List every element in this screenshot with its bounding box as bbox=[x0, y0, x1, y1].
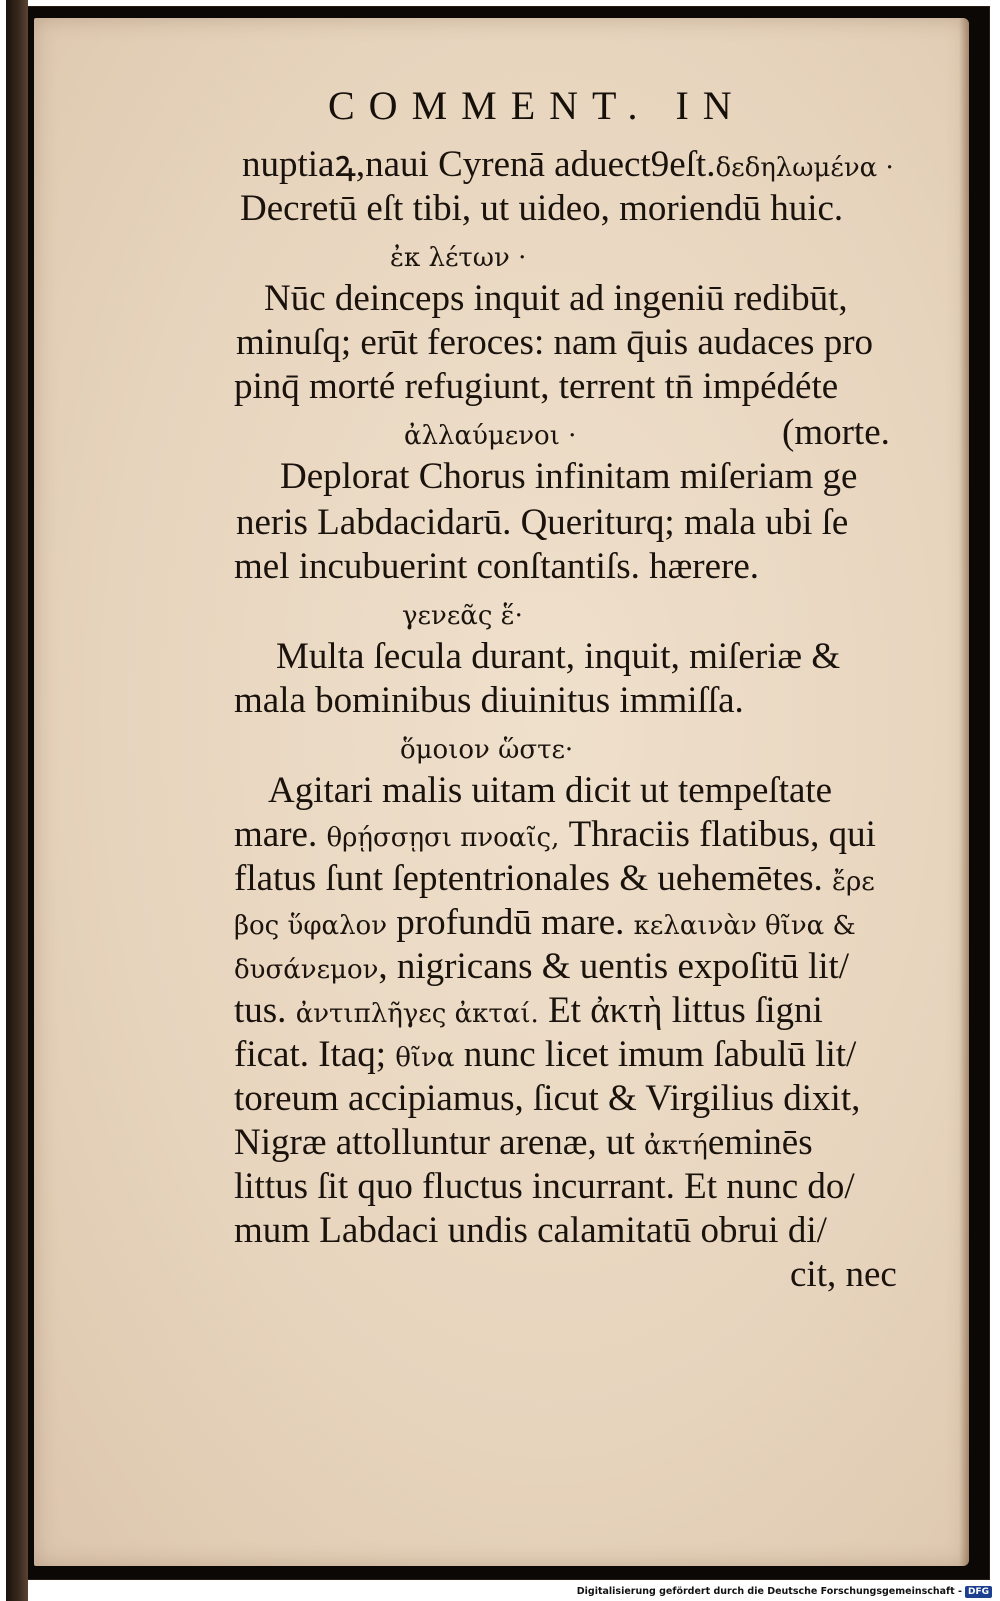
latin-text: pinq̄ morté refugiunt, terrent tn̄ impédéte bbox=[234, 366, 839, 407]
latin-text: Nigræ attolluntur arenæ, ut bbox=[234, 1122, 635, 1163]
text-line-20 bbox=[234, 990, 823, 1035]
text-line-9 bbox=[236, 502, 848, 544]
credit-text: Digitalisierung gefördert durch die Deutsche Forschungsgemeinschaft - bbox=[576, 1586, 962, 1597]
latin-text: tus. bbox=[234, 990, 287, 1031]
text-line-1 bbox=[242, 144, 894, 189]
text-line-12 bbox=[276, 636, 840, 678]
greek-text: δεδηλωμένα · bbox=[715, 153, 894, 183]
latin-text: Thraciis flatibus, qui bbox=[568, 814, 876, 855]
latin-text: neris Labdacidarū. Queriturq; mala ubi ſe bbox=[236, 502, 849, 543]
text-line-26 bbox=[790, 1254, 897, 1296]
text-line-17 bbox=[234, 858, 875, 903]
latin-text: (morte. bbox=[782, 412, 890, 453]
running-head: COMMENT. IN bbox=[328, 83, 746, 128]
latin-text: mel incubuerint conſtantiſs. hærere. bbox=[234, 546, 760, 587]
greek-text: ἀκτή bbox=[644, 1131, 708, 1161]
greek-text: δυσάνεμον bbox=[234, 955, 379, 985]
latin-text: littus ſit quo fluctus incurrant. Et nunc do/ bbox=[234, 1166, 855, 1207]
text-line-24 bbox=[234, 1166, 855, 1208]
latin-text: flatus ſunt ſeptentrionales & uehemētes. bbox=[234, 858, 823, 899]
text-line-7 bbox=[404, 412, 576, 457]
greek-text: θρῄσσῃσι πνοαῖς, bbox=[326, 823, 560, 853]
latin-text: Decretū eſt tibi, ut uideo, moriendū huic. bbox=[240, 188, 844, 229]
text-line-8 bbox=[280, 456, 857, 498]
latin-text: mare. bbox=[234, 814, 318, 855]
latin-text: Deplorat Chorus infinitam miſeriam ge bbox=[280, 456, 858, 497]
latin-text: profundū mare. bbox=[396, 902, 625, 943]
latin-text: mala bominibus diuinitus immiſſa. bbox=[234, 680, 744, 721]
greek-text: ἀντιπλῆγες ἀκταί. bbox=[295, 999, 539, 1029]
text-line-11 bbox=[402, 592, 523, 637]
greek-text: γενεᾶς ἕ· bbox=[402, 601, 523, 631]
latin-text: nuptiaꝝ,naui Cyrenā aduect9eſt. bbox=[242, 144, 716, 185]
text-line-5 bbox=[236, 322, 873, 364]
latin-text: cit, nec bbox=[790, 1254, 897, 1295]
latin-text: mum Labdaci undis calamitatū obrui di/ bbox=[234, 1210, 827, 1251]
text-line-6 bbox=[234, 366, 838, 408]
page-edge-shadow bbox=[959, 18, 969, 1566]
latin-text: , nigricans & uentis expoſitū lit/ bbox=[378, 946, 850, 987]
text-line-15 bbox=[268, 770, 832, 812]
text-line-19 bbox=[234, 946, 849, 991]
latin-text: Nūc deinceps inquit ad ingeniū redibūt, bbox=[264, 278, 848, 319]
latin-text: Agitari malis uitam dicit ut tempeſtate bbox=[268, 770, 833, 811]
latin-text: toreum accipiamus, ſicut & Virgilius dixit, bbox=[234, 1078, 861, 1119]
text-line-22 bbox=[234, 1078, 860, 1120]
book-spine-edge bbox=[6, 0, 28, 1601]
greek-text: ἔρε bbox=[832, 867, 875, 897]
greek-text: κελαινὰν θῖνα & bbox=[633, 911, 856, 941]
text-line-16 bbox=[234, 814, 876, 859]
latin-text: eminēs bbox=[707, 1122, 813, 1163]
latin-text: Et ἀκτὴ littus ſigni bbox=[548, 990, 823, 1031]
greek-text: θῖνα bbox=[395, 1043, 455, 1073]
latin-text: nunc licet imum ſabulū lit/ bbox=[463, 1034, 857, 1075]
text-line-14 bbox=[400, 726, 573, 771]
text-line-4 bbox=[264, 278, 848, 320]
latin-text: ficat. Itaq; bbox=[234, 1034, 387, 1075]
text-line-23 bbox=[234, 1122, 813, 1167]
latin-text: minuſq; erūt feroces: nam q̄uis audaces pro bbox=[236, 322, 874, 363]
text-line-18 bbox=[234, 902, 856, 947]
dfg-logo: DFG bbox=[965, 1586, 992, 1598]
greek-text: ἐκ λέτων · bbox=[390, 243, 527, 273]
greek-text: ὅμοιον ὥστε· bbox=[400, 735, 574, 765]
text-line-2 bbox=[240, 188, 843, 230]
text-line-7-right bbox=[782, 412, 890, 454]
text-line-21 bbox=[234, 1034, 856, 1079]
text-line-25 bbox=[234, 1210, 827, 1252]
book-page bbox=[34, 18, 969, 1566]
greek-text: βος ὕφαλον bbox=[234, 911, 388, 941]
text-line-13 bbox=[234, 680, 744, 722]
text-line-10 bbox=[234, 546, 759, 588]
text-line-3 bbox=[390, 234, 526, 279]
greek-text: ἀλλαύμενοι · bbox=[404, 421, 577, 451]
latin-text: Multa ſecula durant, inquit, miſeriæ & bbox=[276, 636, 841, 677]
digitization-credit bbox=[577, 1586, 992, 1598]
